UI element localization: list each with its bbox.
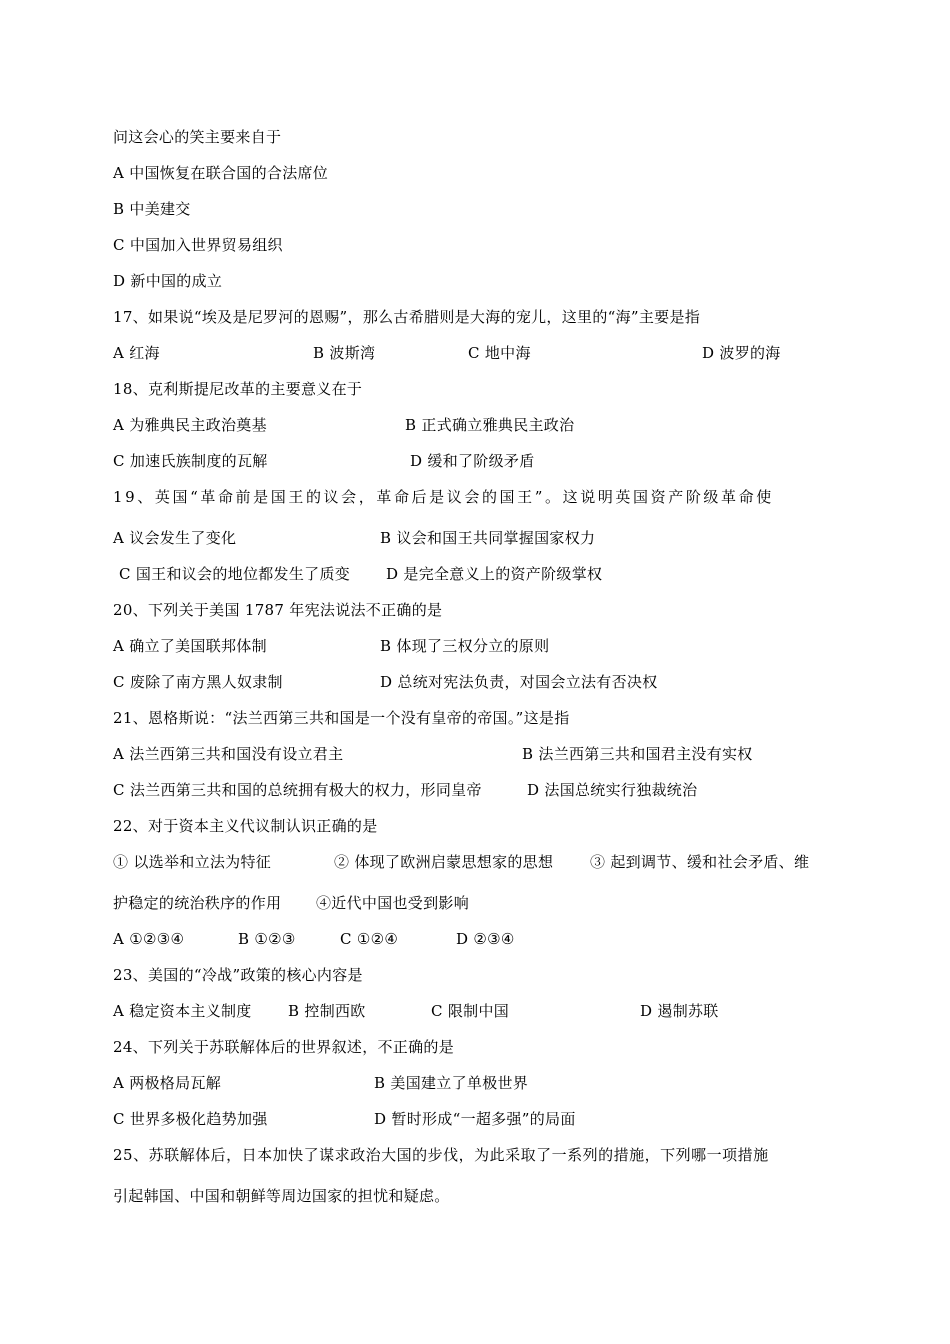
option-b: B 美国建立了单极世界	[374, 1074, 529, 1092]
option-b: B 体现了三权分立的原则	[380, 637, 550, 655]
option-d: D 新中国的成立	[113, 272, 223, 290]
option-c: C 中国加入世界贸易组织	[113, 236, 283, 254]
option-b: B 控制西欧	[288, 1002, 366, 1020]
option-b: B 中美建交	[113, 200, 191, 218]
option-d: D 是完全意义上的资产阶级掌权	[386, 565, 603, 583]
option-a: A 法兰西第三共和国没有设立君主	[113, 745, 344, 763]
text-line: 问这会心的笑主要来自于	[113, 128, 282, 146]
question-25: 25、苏联解体后，日本加快了谋求政治大国的步伐，为此采取了一系列的措施，下列哪一项措施	[113, 1146, 769, 1164]
option-d: D 暂时形成“一超多强”的局面	[374, 1110, 576, 1128]
option-c: C 国王和议会的地位都发生了质变	[119, 565, 351, 583]
option-d: D 法国总统实行独裁统治	[527, 781, 698, 799]
option-c: C 限制中国	[431, 1002, 510, 1020]
option-c: C 世界多极化趋势加强	[113, 1110, 268, 1128]
text-line: 护稳定的统治秩序的作用	[113, 894, 282, 912]
option-b: B 波斯湾	[313, 344, 376, 362]
option-a: A 为雅典民主政治奠基	[113, 416, 267, 434]
option-c: C 废除了南方黑人奴隶制	[113, 673, 283, 691]
option-a: A ①②③④	[113, 930, 185, 948]
option-c: C ①②④	[340, 930, 399, 948]
text-line: 引起韩国、中国和朝鲜等周边国家的担忧和疑虑。	[113, 1187, 450, 1205]
statement-1: ① 以选举和立法为特征	[113, 853, 272, 871]
option-a: A 两极格局瓦解	[113, 1074, 222, 1092]
option-a: A 中国恢复在联合国的合法席位	[113, 164, 329, 182]
question-21: 21、恩格斯说：“法兰西第三共和国是一个没有皇帝的帝国。”这是指	[113, 709, 570, 727]
statement-4: ④近代中国也受到影响	[316, 894, 470, 912]
option-d: D ②③④	[456, 930, 515, 948]
option-a: A 红海	[113, 344, 160, 362]
question-24: 24、下列关于苏联解体后的世界叙述，不正确的是	[113, 1038, 454, 1056]
option-c: C 法兰西第三共和国的总统拥有极大的权力，形同皇帝	[113, 781, 482, 799]
option-c: C 地中海	[468, 344, 531, 362]
question-19: 19、英国“革命前是国王的议会，革命后是议会的国王”。这说明英国资产阶级革命使	[113, 488, 774, 506]
question-20: 20、下列关于美国 1787 年宪法说法不正确的是	[113, 601, 443, 619]
option-a: A 议会发生了变化	[113, 529, 237, 547]
option-b: B 正式确立雅典民主政治	[405, 416, 575, 434]
option-c: C 加速氏族制度的瓦解	[113, 452, 268, 470]
option-b: B 法兰西第三共和国君主没有实权	[522, 745, 753, 763]
question-18: 18、克利斯提尼改革的主要意义在于	[113, 380, 363, 398]
question-23: 23、美国的“冷战”政策的核心内容是	[113, 966, 363, 984]
statement-2: ② 体现了欧洲启蒙思想家的思想	[334, 853, 554, 871]
option-b: B ①②③	[238, 930, 296, 948]
option-d: D 总统对宪法负责，对国会立法有否决权	[380, 673, 658, 691]
option-a: A 稳定资本主义制度	[113, 1002, 252, 1020]
option-d: D 缓和了阶级矛盾	[410, 452, 535, 470]
statement-3: ③ 起到调节、缓和社会矛盾、维	[590, 853, 810, 871]
option-a: A 确立了美国联邦体制	[113, 637, 267, 655]
question-17: 17、如果说“埃及是尼罗河的恩赐”，那么古希腊则是大海的宠儿，这里的“海”主要是指	[113, 308, 701, 326]
option-b: B 议会和国王共同掌握国家权力	[380, 529, 596, 547]
option-d: D 波罗的海	[702, 344, 781, 362]
question-22: 22、对于资本主义代议制认识正确的是	[113, 817, 378, 835]
option-d: D 遏制苏联	[640, 1002, 719, 1020]
